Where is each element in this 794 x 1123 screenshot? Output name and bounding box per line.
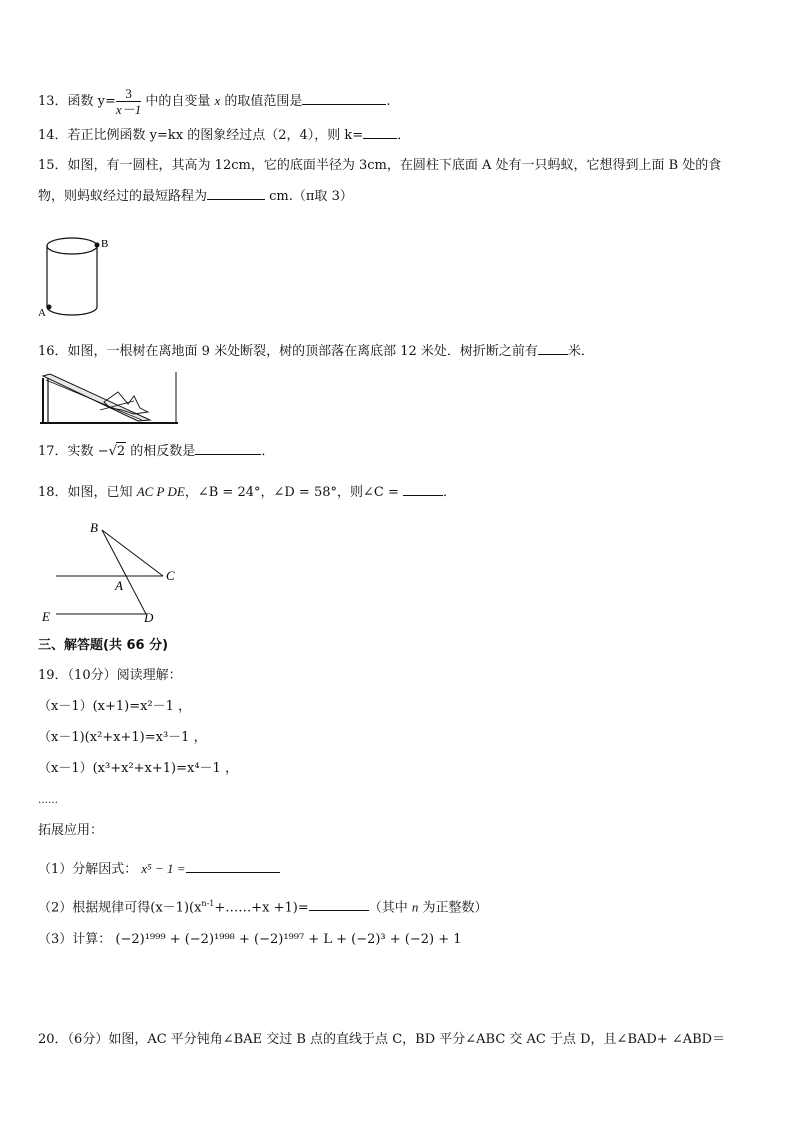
part-3-label: （3）计算： xyxy=(38,932,116,947)
q18-end: ． xyxy=(443,485,457,500)
question-15 xyxy=(38,157,721,175)
q15-line2-prefix: 物，则蚂蚁经过的最短路程为 xyxy=(38,189,208,204)
question-number: 19． xyxy=(38,668,68,683)
sqrt-value: 2 xyxy=(116,444,126,459)
q19-extension-heading: 拓展应用： xyxy=(38,823,104,838)
q13-suffix: 的取值范围是 xyxy=(220,94,303,109)
question-number: 13． xyxy=(38,94,68,109)
answer-blank[interactable] xyxy=(207,187,265,200)
fraction-denominator: x－1 xyxy=(115,102,142,117)
label-c: C xyxy=(166,568,175,583)
ellipsis: …… xyxy=(38,795,58,806)
q15-line1: 如图，有一圆柱，其高为 12cm，它的底面半径为 3cm，在圆柱下底面 A 处有一只蚂蚁，它想得到上面 B 处的食 xyxy=(67,158,722,173)
label-a: A xyxy=(38,307,46,319)
part-2-note-end: 为正整数） xyxy=(418,900,488,916)
question-number: 18． xyxy=(38,485,68,500)
answer-blank[interactable] xyxy=(195,442,261,455)
answer-blank[interactable] xyxy=(403,483,443,496)
q17-prefix: 实数 xyxy=(67,444,98,459)
answer-blank[interactable] xyxy=(363,126,397,139)
part-1-label: （1）分解因式： xyxy=(38,862,142,877)
section-title: 三、解答题(共 66 分) xyxy=(38,638,169,653)
q17-end: ． xyxy=(261,444,275,459)
q19-heading: （10分）阅读理解： xyxy=(67,668,182,683)
q18-prefix: 如图，已知 xyxy=(67,485,137,500)
answer-blank[interactable] xyxy=(186,860,280,873)
answer-blank[interactable] xyxy=(538,342,568,355)
question-number: 16． xyxy=(38,344,68,359)
q13-prefix: 函数 y= xyxy=(67,94,116,109)
question-17 xyxy=(38,442,274,461)
fraction-numerator: 3 xyxy=(116,86,141,102)
q14-text: 若正比例函数 y=kx 的图象经过点（2，4），则 k= xyxy=(67,128,364,143)
q14-end: ． xyxy=(397,128,411,143)
minus-sign: − xyxy=(97,444,109,459)
question-number: 17． xyxy=(38,444,68,459)
part-3-expression: (−2)¹⁹⁹⁹ + (−2)¹⁹⁹⁸ + (−2)¹⁹⁹⁷ + L + (−2)³ + (−2) + 1 xyxy=(115,932,462,947)
q13-middle: 中的自变量 xyxy=(141,94,215,109)
broken-tree-figure xyxy=(38,368,180,426)
q17-suffix: 的相反数是 xyxy=(126,444,196,459)
q16-text: 如图，一根树在离地面 9 米处断裂，树的顶部落在离底部 12 米处．树折断之前有 xyxy=(67,344,538,359)
question-number: 14． xyxy=(38,128,68,143)
part-1-expression: x⁵ − 1 = xyxy=(141,861,186,876)
part-2-expression: +……+x +1)= xyxy=(214,900,309,916)
exponent: n-1 xyxy=(201,899,215,908)
parallel-relation: AC P DE xyxy=(136,484,185,499)
cylinder-figure xyxy=(30,230,120,322)
question-14 xyxy=(38,126,410,145)
q13-end: . xyxy=(386,94,391,109)
question-18 xyxy=(38,483,456,502)
q19-part-2 xyxy=(38,895,488,917)
label-b: B xyxy=(101,238,109,250)
q16-end: 米． xyxy=(567,344,594,359)
q19-part-1 xyxy=(38,860,280,879)
label-e: E xyxy=(42,609,50,624)
answer-blank[interactable] xyxy=(309,898,369,911)
q19-part-3 xyxy=(38,931,462,949)
q19-example-2: （x－1)(x²+x+1)=x³－1 ， xyxy=(38,730,207,745)
question-19 xyxy=(38,667,182,685)
fraction xyxy=(116,86,141,117)
question-number: 20． xyxy=(38,1032,68,1047)
part-2-variable: n xyxy=(411,899,419,915)
parallel-lines-figure xyxy=(38,518,188,628)
question-16 xyxy=(38,342,594,361)
question-13 xyxy=(38,86,391,117)
q20-text: （6分）如图，AC 平分钝角∠BAE 交过 B 点的直线于点 C，BD 平分∠ABC 交 AC 于点 D，且∠BAD+ ∠ABD＝ xyxy=(67,1032,726,1047)
question-number: 15． xyxy=(38,158,68,173)
label-a: A xyxy=(115,578,123,593)
question-15-line2 xyxy=(38,187,353,206)
question-20 xyxy=(38,1031,725,1049)
point-b xyxy=(95,243,100,248)
part-2-label: （2）根据规律可得(x－1)(x xyxy=(38,900,202,916)
part-2-note: （其中 xyxy=(368,900,412,916)
q19-example-1: （x－1）(x+1)=x²－1 ， xyxy=(38,699,192,714)
point-a xyxy=(47,305,52,310)
sqrt-icon: √ xyxy=(108,444,117,459)
q19-example-3: （x－1）(x³+x²+x+1)=x⁴－1 ， xyxy=(38,761,238,776)
label-d: D xyxy=(144,610,154,625)
answer-blank[interactable] xyxy=(302,92,386,105)
q13-variable: x xyxy=(214,93,221,108)
q15-line2-suffix: cm.（π取 3） xyxy=(265,189,353,204)
label-b: B xyxy=(90,520,98,535)
q18-angles: ，∠B = 24°，∠D = 58°，则∠C = xyxy=(184,485,404,500)
